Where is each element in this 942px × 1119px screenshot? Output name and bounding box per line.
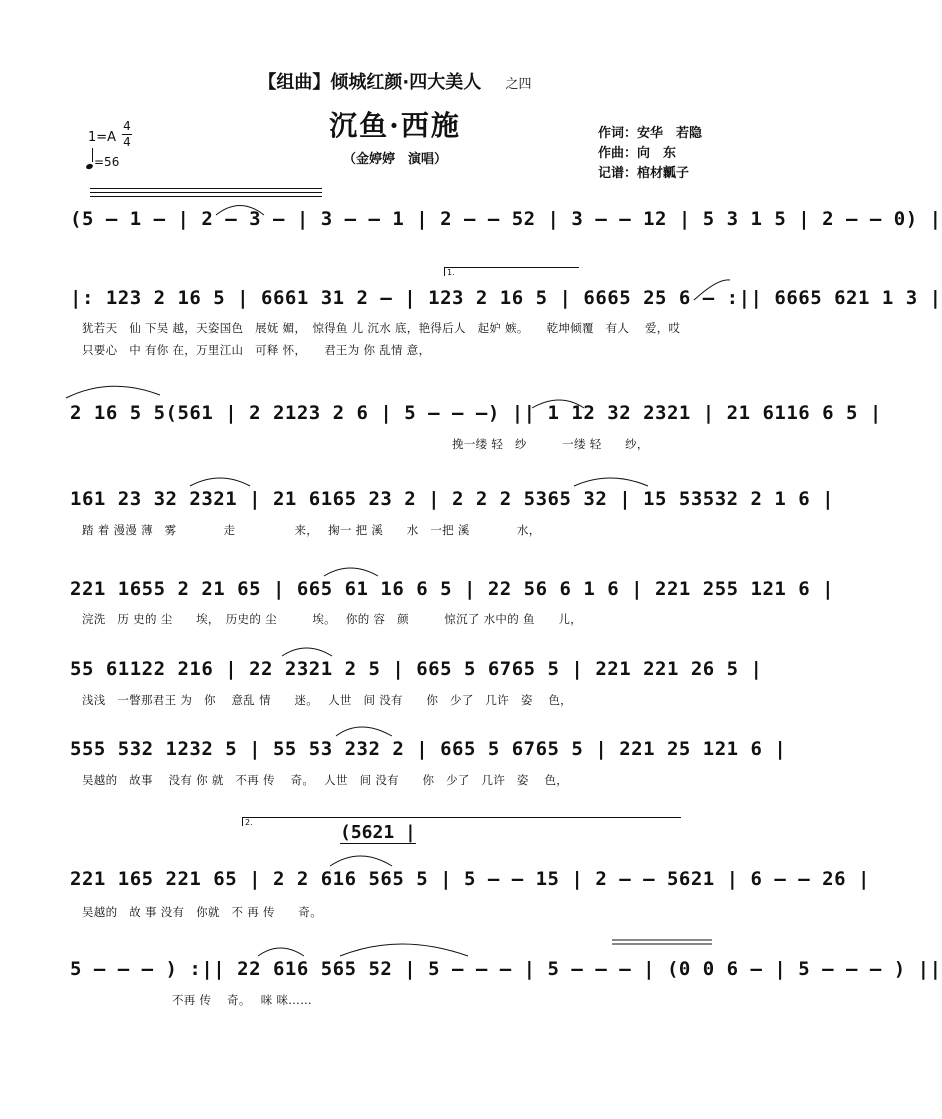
slur-arc bbox=[574, 478, 648, 486]
slur-arc bbox=[532, 400, 584, 408]
score-line-3: 2 16 5 5(561 | 2 2123 2 6 | 5 – – –) || 1 12 32 2321 | 21 6116 6 5 | bbox=[70, 402, 882, 424]
lyric-line-3: 挽一缕 轻 纱 一缕 轻 纱， bbox=[452, 437, 649, 451]
slur-arc bbox=[694, 280, 730, 300]
slur-arc bbox=[258, 948, 304, 956]
series-part: 之四 bbox=[505, 77, 532, 92]
lyric-line-9: 不再 传 奇。 咪 咪…… bbox=[172, 993, 312, 1007]
lyric-line-8: 吴越的 故 事 没有 你就 不 再 传 奇。 bbox=[82, 905, 323, 919]
lyric-line-4: 踏 着 漫漫 薄 雾 走 来， 掬一 把 溪 水 一把 溪 水， bbox=[82, 523, 541, 537]
slur-arc bbox=[340, 944, 468, 956]
lyric-line-2b: 只要心 中 有你 在，万里江山 可释 怀， 君王为 你 乱情 意， bbox=[82, 343, 431, 357]
lyric-line-6: 浅浅 一瞥那君王 为 你 意乱 情 迷。 人世 间 没有 你 少了 几许 姿 色， bbox=[82, 693, 572, 707]
score-line-6: 55 61122 216 | 22 2321 2 5 | 665 5 6765 5 | 221 221 26 5 | bbox=[70, 658, 763, 680]
slur-arc bbox=[282, 648, 332, 656]
slur-arc bbox=[66, 386, 160, 398]
series-name: 【组曲】倾城红颜·四大美人 bbox=[258, 72, 482, 93]
lyricist-credit: 作词：安华 若隐 bbox=[598, 126, 703, 141]
key-signature: 1=A bbox=[88, 130, 117, 145]
score-line-2: |: 123 2 16 5 | 6661 31 2 – | 123 2 16 5 | 6665 25 6 – :|| 6665 621 1 3 | bbox=[70, 287, 942, 309]
slur-arc bbox=[330, 856, 392, 866]
time-signature-top: 4 bbox=[123, 119, 131, 133]
slur-arc bbox=[190, 478, 250, 486]
score-line-5: 221 1655 2 21 65 | 665 61 16 6 5 | 22 56 6 1 6 | 221 255 121 6 | bbox=[70, 578, 835, 600]
composer-credit: 作曲：向 东 bbox=[598, 146, 677, 161]
tempo-value: =56 bbox=[94, 155, 120, 169]
time-signature-bottom: 4 bbox=[123, 135, 131, 149]
second-ending-bracket: 2. bbox=[242, 817, 681, 826]
lyric-line-7: 吴越的 故事 没有 你 就 不再 传 奇。 人世 间 没有 你 少了 几许 姿 色， bbox=[82, 773, 569, 787]
score-line-7: 555 532 1232 5 | 55 53 232 2 | 665 5 6765 5 | 221 25 121 6 | bbox=[70, 738, 787, 760]
transcriber-credit: 记谱：棺材瓤子 bbox=[598, 166, 690, 181]
slur-arc bbox=[324, 568, 378, 576]
score-line-9: 5 – – – ) :|| 22 616 565 52 | 5 – – – | 5 – – – | (0 0 6 – | 5 – – – ) || bbox=[70, 958, 942, 980]
score-line-1: (5 – 1 – | 2 – 3 – | 3 – – 1 | 2 – – 52 | 3 – – 12 | 5 3 1 5 | 2 – – 0) | bbox=[70, 208, 942, 230]
score-line-8: 221 165 221 65 | 2 2 616 565 5 | 5 – – 15 | 2 – – 5621 | 6 – – 26 | bbox=[70, 868, 870, 890]
score-line-4: 161 23 32 2321 | 21 6165 23 2 | 2 2 2 5365 32 | 15 53532 2 1 6 | bbox=[70, 488, 835, 510]
slur-arc bbox=[216, 206, 264, 216]
lyric-line-5: 浣洗 历 史的 尘 埃， 历史的 尘 埃。 你的 容 颜 惊沉了 水中的 鱼 儿， bbox=[82, 612, 582, 626]
alternate-phrase: (5621 | bbox=[340, 822, 416, 843]
first-ending-bracket: 1. bbox=[444, 267, 579, 276]
slur-arc bbox=[336, 727, 392, 736]
lyric-line-2a: 犹若天 仙 下吴 越，天姿国色 展妩 媚， 惊得鱼 儿 沉水 底，艳得后人 起妒 嫉。 乾坤倾覆 有人 爱，哎 bbox=[82, 321, 681, 335]
song-title: 沉鱼·西施 bbox=[329, 109, 461, 142]
singer-credit: （金婷婷 演唱） bbox=[342, 152, 447, 167]
